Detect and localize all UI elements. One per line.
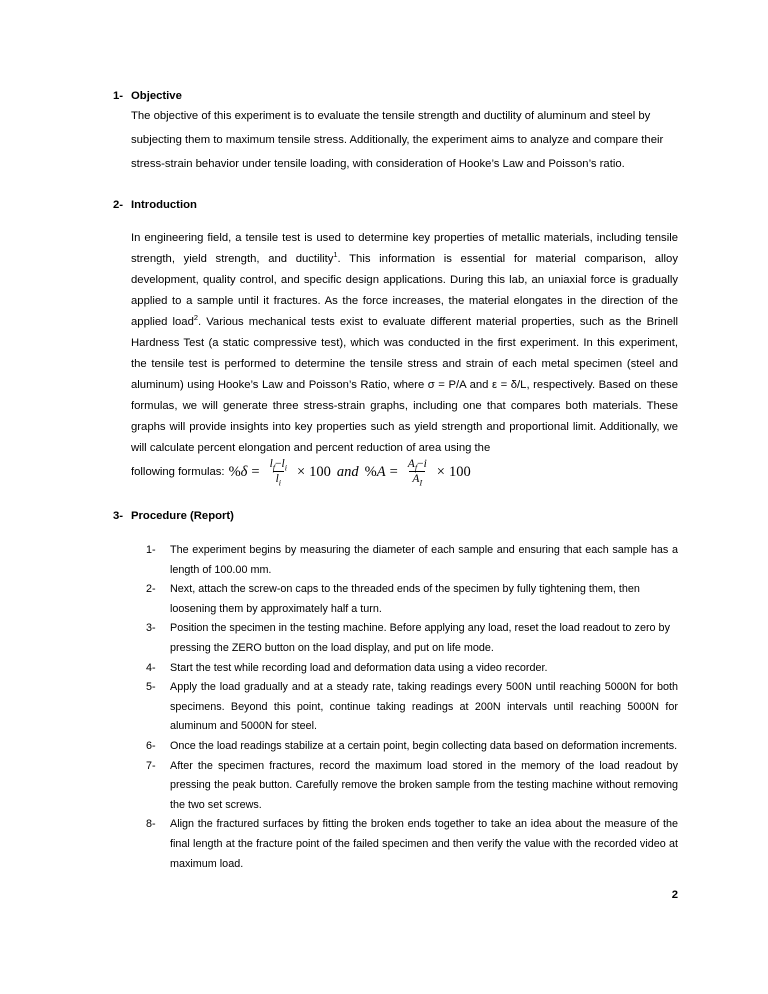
formula-line bbox=[131, 459, 678, 486]
list-item bbox=[146, 737, 678, 757]
intro-text-part-2: . This information is essential for material comparison, alloy development, quality control, and specific design applications. During this lab, an uniaxial force is gradually applied to a sample until it fractures. As the force increases, the material elongates in the direction of the applied load bbox=[131, 253, 678, 328]
formula2-num-a: A bbox=[407, 458, 415, 470]
formula1-numerator bbox=[267, 458, 290, 471]
list-item-marker: 3- bbox=[146, 622, 156, 635]
list-item-marker: 8- bbox=[146, 818, 156, 831]
formula1-denominator bbox=[273, 471, 284, 488]
list-item-text: Apply the load gradually and at a steady rate, taking readings every 500N until reaching 5000N for both specimens. Beyond this point, continue taking readings at 200N intervals until reaching 5000N for aluminum and 5000N for steel. bbox=[170, 681, 678, 733]
formula1-num-a: l bbox=[269, 458, 273, 470]
formula1-num-b-sub: i bbox=[284, 463, 287, 473]
list-item-text: After the specimen fractures, record the maximum load stored in the memory of the load readout by pressing the peak button. Carefully remove the broken sample from the testing machine without removing the two set screws. bbox=[170, 759, 678, 811]
formula1-num-b: l bbox=[281, 458, 285, 470]
list-item bbox=[146, 678, 678, 737]
list-item-text: Align the fractured surfaces by fitting the broken ends together to take an idea about the measure of the final length at the fracture point of the failed specimen and then verify the value with the recorded video at maximum load. bbox=[170, 818, 678, 870]
section-heading-objective bbox=[113, 88, 678, 104]
introduction-paragraph bbox=[131, 228, 678, 459]
section-title: Objective bbox=[131, 90, 182, 102]
list-item bbox=[146, 815, 678, 874]
list-item bbox=[146, 541, 678, 580]
list-item-text: Next, attach the screw-on caps to the threaded ends of the specimen by fully tightening them, then loosening them by approximately half a turn. bbox=[170, 583, 640, 615]
formula1-symbol: δ bbox=[240, 464, 248, 480]
document-content bbox=[113, 88, 678, 874]
objective-body bbox=[131, 104, 678, 176]
spacer-procedure-list bbox=[113, 524, 678, 541]
formula2-fraction bbox=[405, 458, 430, 488]
intro-text-part-3: . Various mechanical tests exist to evaluate different material properties, such as the Brinell Hardness Test (a static compressive test), which was conducted in the first experiment. In this experiment, the tensile test is performed to determine the tensile stress and strain of each metal specimen (steel and aluminum) using Hooke’s Law and Poisson’s Ratio, where σ = P/A and ε = δ/L, respectively. Based on these formulas, we will generate three stress-strain graphs, including one that compares both materials. These graphs will provide insights into key properties such as yield strength and proportional limit. Additionally, we will calculate percent elongation and percent reduction of area using the bbox=[131, 316, 678, 454]
section-title: Procedure (Report) bbox=[131, 510, 234, 522]
page-number: 2 bbox=[671, 889, 678, 901]
list-item-marker: 4- bbox=[146, 661, 156, 674]
list-item-text: The experiment begins by measuring the diameter of each sample and ensuring that each sample has a length of 100.00 mm. bbox=[170, 544, 678, 576]
formula2-equals: = bbox=[389, 464, 398, 480]
section-number: 3- bbox=[113, 510, 124, 522]
list-item-marker: 5- bbox=[146, 681, 156, 694]
formula1-value: 100 bbox=[309, 464, 331, 480]
list-item-marker: 2- bbox=[146, 583, 156, 596]
formula-percent-elongation bbox=[229, 459, 471, 486]
formula2-denominator bbox=[409, 471, 425, 488]
spacer-intro bbox=[113, 213, 678, 228]
formula2-percent: % bbox=[364, 464, 377, 480]
formula1-percent: % bbox=[228, 464, 241, 480]
formula2-num-a-sub: f bbox=[414, 463, 418, 473]
formula1-den: l bbox=[275, 473, 279, 485]
list-item-text: Start the test while recording load and deformation data using a video recorder. bbox=[170, 661, 548, 674]
formula2-den-sub: I bbox=[419, 478, 423, 488]
list-item-marker: 1- bbox=[146, 544, 156, 556]
list-item bbox=[146, 580, 678, 619]
formula2-num-minus: − bbox=[417, 458, 424, 470]
footnote-ref-1: 1 bbox=[333, 250, 338, 260]
section-heading-procedure bbox=[113, 508, 678, 524]
formula2-num-b: i bbox=[423, 458, 427, 470]
list-item bbox=[146, 659, 678, 679]
formula2-numerator bbox=[405, 458, 430, 471]
list-item-marker: 7- bbox=[146, 759, 156, 772]
formula1-den-sub: i bbox=[278, 478, 281, 488]
list-item bbox=[146, 619, 678, 658]
formula2-value: 100 bbox=[448, 464, 471, 480]
spacer-before-procedure bbox=[113, 486, 678, 508]
formula-conjunction: and bbox=[336, 464, 359, 480]
introduction-body bbox=[131, 228, 678, 486]
formula1-fraction bbox=[267, 458, 290, 488]
formula1-num-a-sub: f bbox=[272, 463, 276, 473]
footnote-ref-2: 2 bbox=[193, 313, 198, 323]
procedure-steps-list bbox=[146, 541, 678, 874]
formula2-times: × bbox=[436, 464, 445, 480]
formula1-equals: = bbox=[251, 464, 260, 480]
intro-text-part-1: In engineering field, a tensile test is used to determine key properties of metallic materials, including tensile strength, yield strength, and ductility bbox=[131, 232, 678, 265]
list-item-text: Position the specimen in the testing machine. Before applying any load, reset the load readout to zero by pressing the ZERO button on the load display, and put on life mode. bbox=[170, 622, 670, 654]
section-heading-introduction bbox=[113, 197, 678, 213]
formula-lead-text: following formulas: bbox=[131, 466, 225, 478]
list-item bbox=[146, 757, 678, 816]
section-number: 2- bbox=[113, 199, 124, 211]
list-item-marker: 6- bbox=[146, 739, 156, 752]
formula1-times: × bbox=[296, 464, 306, 480]
formula1-num-minus: − bbox=[275, 458, 282, 470]
list-item-text: Once the load readings stabilize at a certain point, begin collecting data based on deformation increments. bbox=[170, 739, 678, 752]
formula2-den: A bbox=[412, 473, 420, 485]
section-number: 1- bbox=[113, 90, 124, 102]
spacer-after-objective bbox=[113, 176, 678, 197]
formula2-symbol: A bbox=[376, 464, 386, 480]
objective-paragraph: The objective of this experiment is to evaluate the tensile strength and ductility of aluminum and steel by subjecting them to maximum tensile stress. Additionally, the experiment aims to analyze and compare their stress-strain behavior under tensile loading, with consideration of Hooke’s Law and Poisson’s ratio. bbox=[131, 110, 664, 170]
section-title: Introduction bbox=[131, 199, 197, 211]
